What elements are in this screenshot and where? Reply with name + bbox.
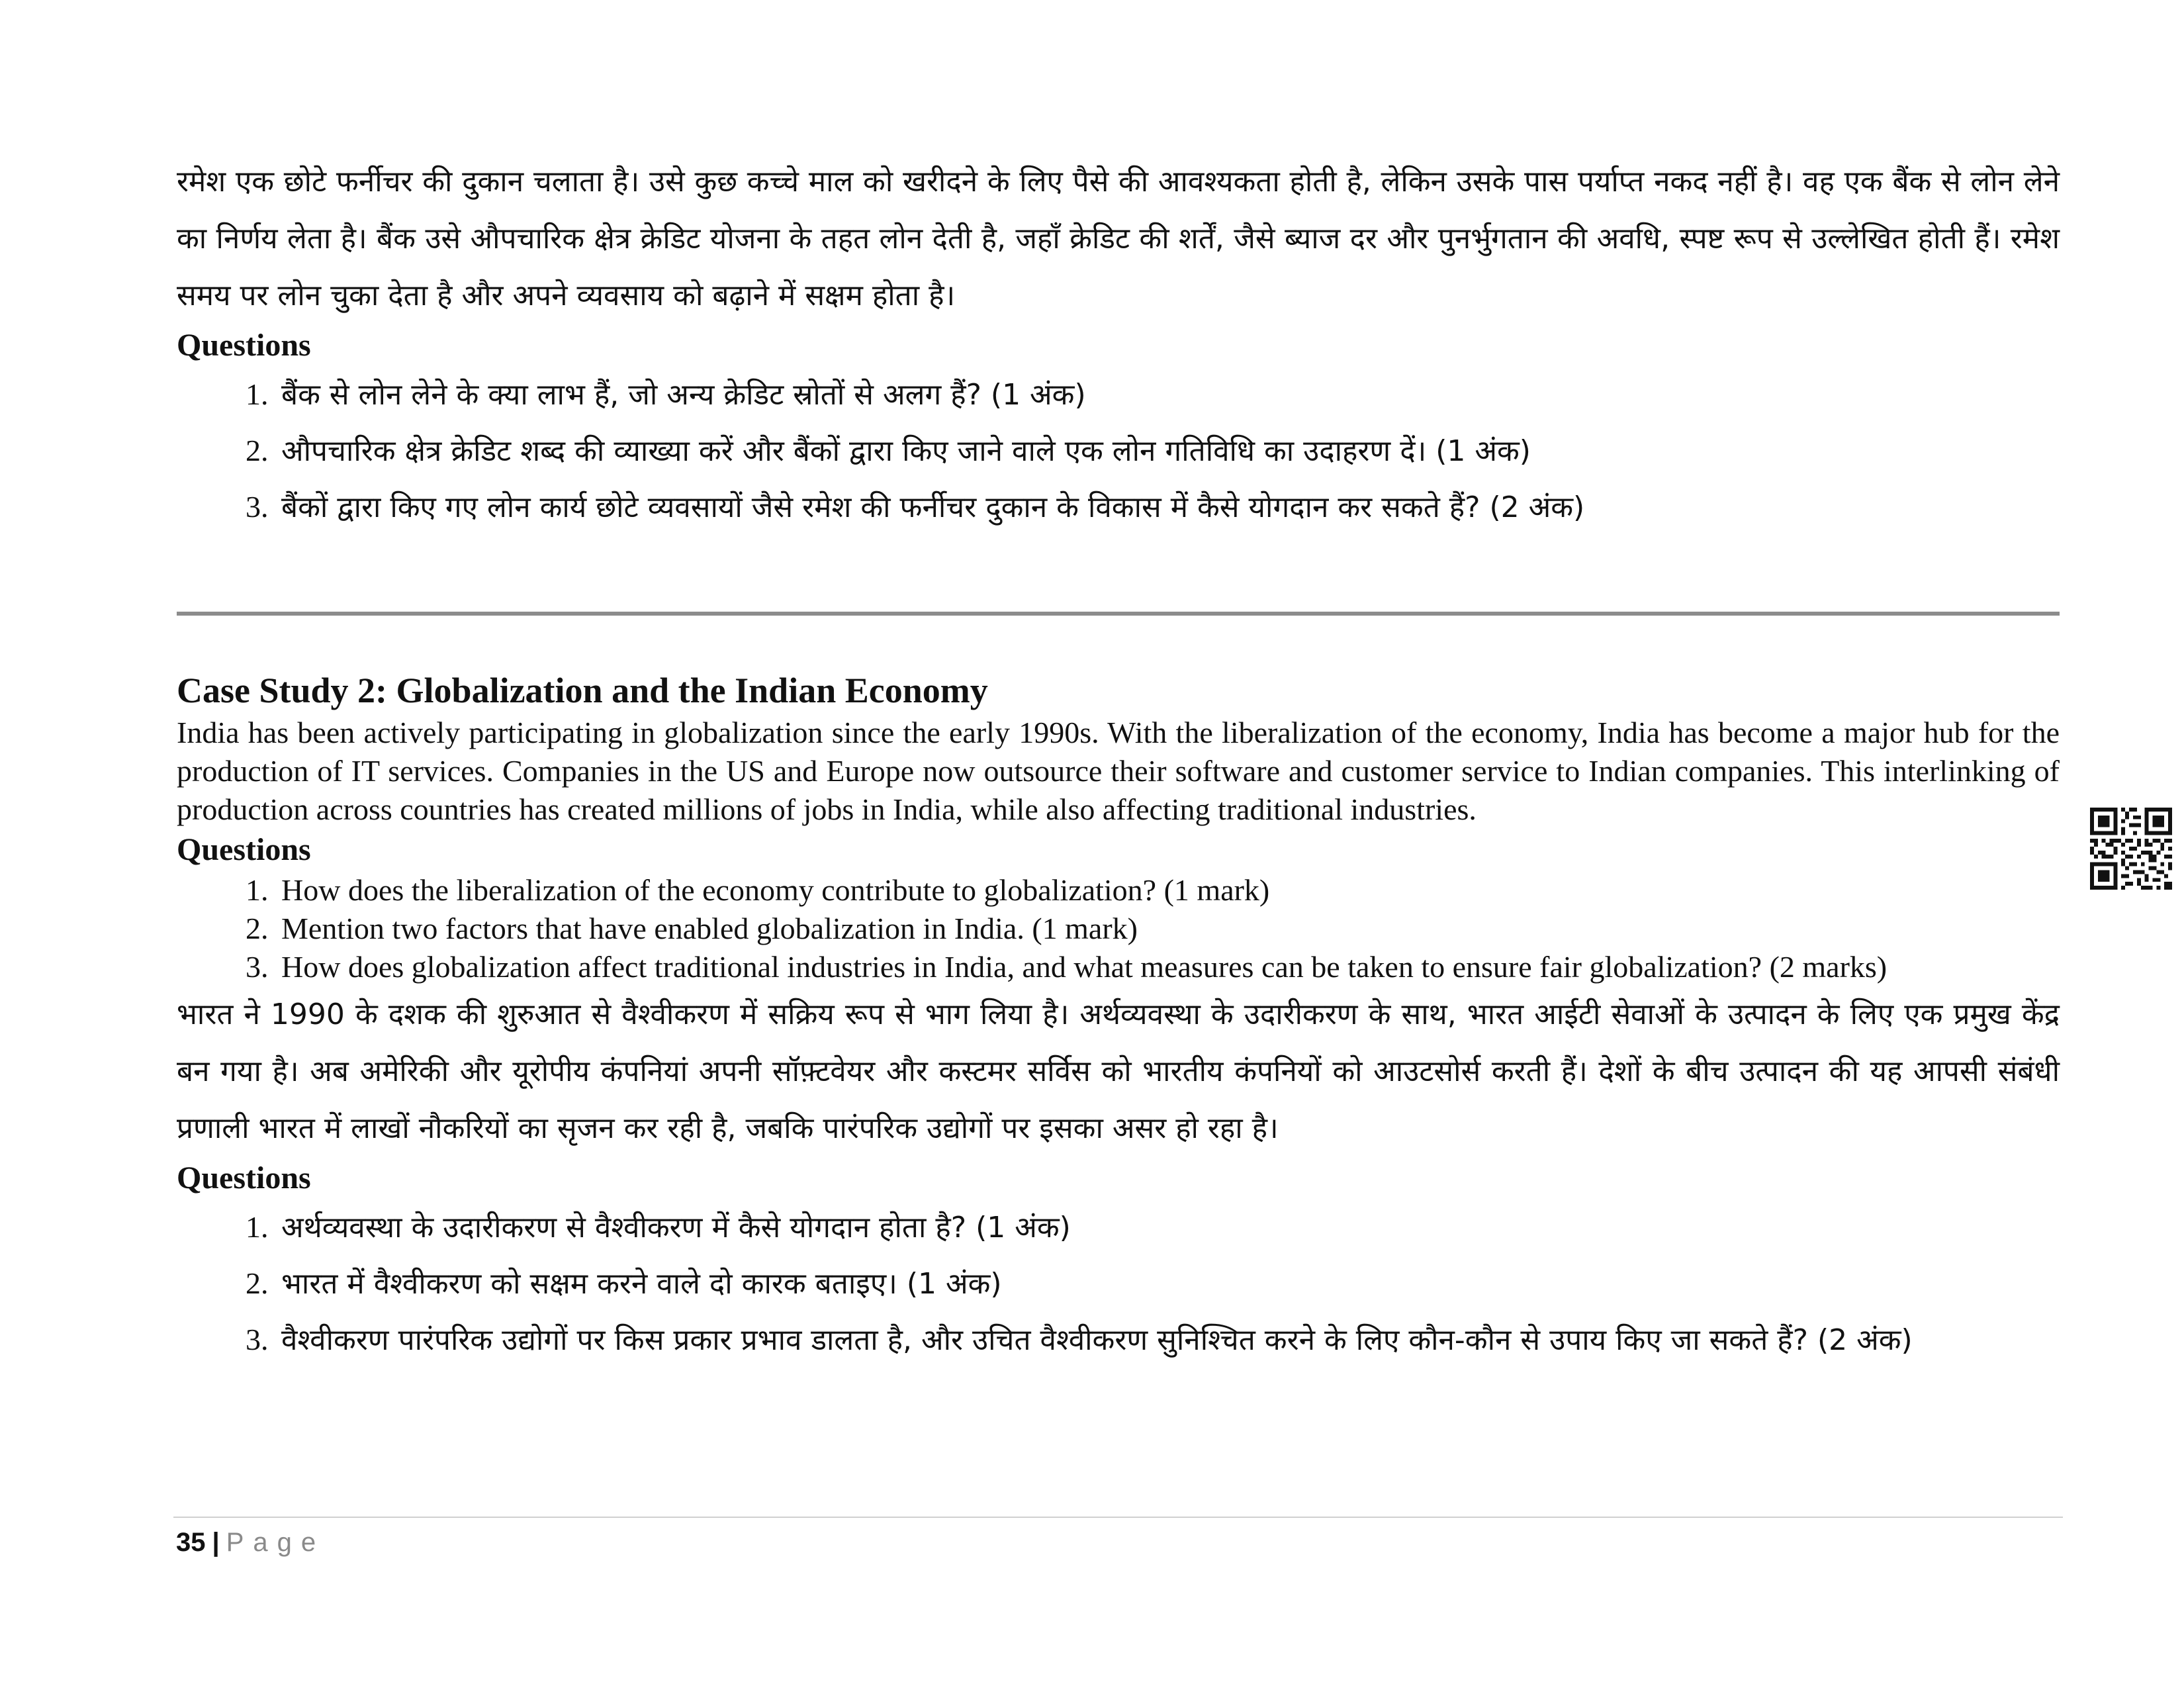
case2-questions-list-hi <box>177 1199 2060 1368</box>
case2-questions-heading-hi: Questions <box>177 1160 311 1196</box>
case1-questions-list <box>177 367 2060 536</box>
case1-question-2: 2. औपचारिक क्षेत्र क्रेडिट शब्द की व्याख्या करें और बैंकों द्वारा किए जाने वाले एक लोन गतिविधि का उदाहरण दें। (1 अंक) <box>276 423 2060 479</box>
case2-title: Case Study 2: Globalization and the Indian Economy <box>177 671 988 710</box>
case1-question-3: 3. बैंकों द्वारा किए गए लोन कार्य छोटे व्यवसायों जैसे रमेश की फर्नीचर दुकान के विकास में कैसे योगदान कर सकते हैं? (2 अंक) <box>276 479 2060 536</box>
case2-paragraph-hindi: भारत ने 1990 के दशक की शुरुआत से वैश्वीकरण में सक्रिय रूप से भाग लिया है। अर्थव्यवस्था के उदारीकरण के साथ, भारत आईटी सेवाओं के उत्पादन के लिए एक प्रमुख केंद्र बन गया है। अब अमेरिकी और यूरोपीय कंपनियां अपनी सॉफ़्टवेयर और कस्टमर सर्विस को भारतीय कंपनियों को आउटसोर्स करती हैं। देशों के बीच उत्पादन की यह आपसी संबंधी प्रणाली भारत में लाखों नौकरियों का सृजन कर रही है, जबकि पारंपरिक उद्योगों पर इसका असर हो रहा है। <box>177 998 2060 1145</box>
case2-questions-heading-en: Questions <box>177 832 311 867</box>
qr-code <box>2090 808 2172 890</box>
case1-question-1: 1. बैंक से लोन लेने के क्या लाभ हैं, जो अन्य क्रेडिट स्रोतों से अलग हैं? (1 अंक) <box>276 367 2060 423</box>
case1-questions-heading: Questions <box>177 328 311 363</box>
page-label: Page <box>226 1528 326 1557</box>
case2-section <box>177 667 2060 1368</box>
page-number: 35 <box>176 1528 206 1557</box>
case2-questions-list-en <box>177 871 2060 986</box>
case1-paragraph-hindi: रमेश एक छोटे फर्नीचर की दुकान चलाता है। उसे कुछ कच्चे माल को खरीदने के लिए पैसे की आवश्यकता होती है, लेकिन उसके पास पर्याप्त नकद नहीं है। वह एक बैंक से लोन लेने का निर्णय लेता है। बैंक उसे औपचारिक क्षेत्र क्रेडिट योजना के तहत लोन देती है, जहाँ क्रेडिट की शर्तें, जैसे ब्याज दर और पुनर्भुगतान की अवधि, स्पष्ट रूप से उल्लेखित होती हैं। रमेश समय पर लोन चुका देता है और अपने व्यवसाय को बढ़ाने में सक्षम होता है। <box>177 165 2060 312</box>
section-divider <box>177 612 2060 616</box>
footer-divider <box>173 1517 2063 1518</box>
footer-separator: | <box>212 1528 220 1557</box>
case2-question-en-2: 2. Mention two factors that have enabled globalization in India. (1 mark) <box>276 910 2060 948</box>
case2-question-hi-1: 1. अर्थव्यवस्था के उदारीकरण से वैश्वीकरण में कैसे योगदान होता है? (1 अंक) <box>276 1199 2060 1256</box>
page-footer <box>176 1525 325 1560</box>
case2-question-en-3: 3. How does globalization affect traditional industries in India, and what measures can be taken to ensure fair globalization? (2 marks) <box>276 948 2060 986</box>
case2-question-hi-2: 2. भारत में वैश्वीकरण को सक्षम करने वाले दो कारक बताइए। (1 अंक) <box>276 1256 2060 1312</box>
case1-section <box>177 154 2060 536</box>
case2-question-en-1: 1. How does the liberalization of the economy contribute to globalization? (1 mark) <box>276 871 2060 910</box>
case2-paragraph-english: India has been actively participating in globalization since the early 1990s. With the liberalization of the economy, India has become a major hub for the production of IT services. Companies in the US and Europe now outsource their software and customer service to Indian companies. This interlinking of production across countries has created millions of jobs in India, while also affecting traditional industries. <box>177 716 2060 826</box>
case2-question-hi-3: 3. वैश्वीकरण पारंपरिक उद्योगों पर किस प्रकार प्रभाव डालता है, और उचित वैश्वीकरण सुनिश्चित करने के लिए कौन-कौन से उपाय किए जा सकते हैं? (2 अंक) <box>276 1312 2060 1368</box>
